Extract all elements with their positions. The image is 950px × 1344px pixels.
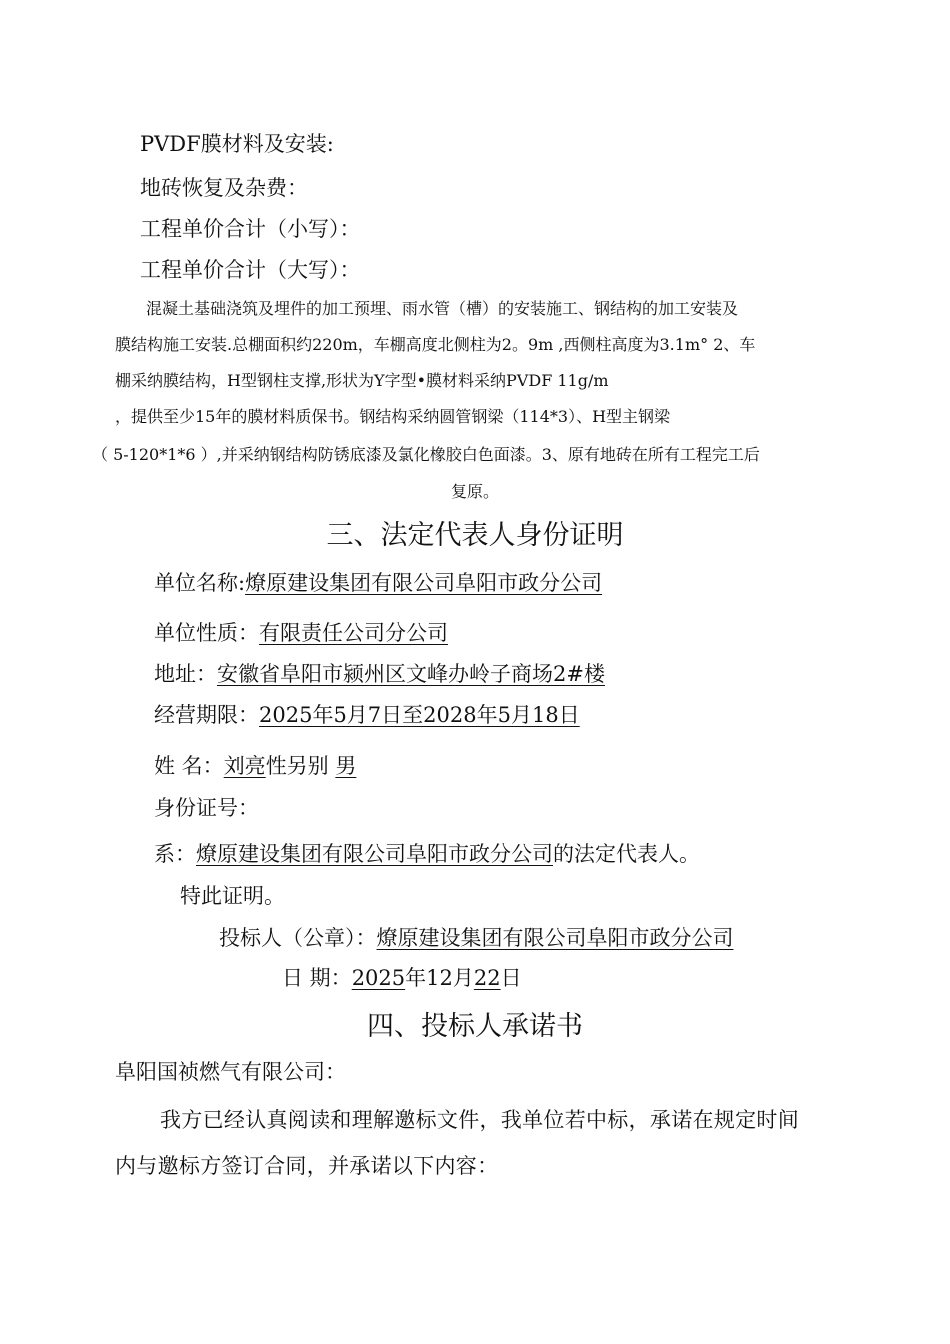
legal-rep-statement xyxy=(154,840,700,868)
date-month-unit: 月 xyxy=(452,966,474,990)
description-line: 膜结构施工安装.总棚面积约220m，车棚高度北侧柱为2。9m ,西侧柱高度为3.1m° 2、车 xyxy=(115,335,756,354)
certify-text: 特此证明。 xyxy=(180,884,285,908)
period-value: 2025年5月7日至2028年5月18日 xyxy=(259,703,580,727)
rep-prefix: 系： xyxy=(154,842,196,866)
gender-value: 男 xyxy=(335,754,357,778)
bidder-row xyxy=(219,924,734,952)
name-row xyxy=(154,752,356,780)
rep-company: 燎原建设集团有限公司阜阳市政分公司 xyxy=(196,842,553,866)
address-value: 安徽省阜阳市颍州区文峰办岭子商场2#楼 xyxy=(217,662,605,686)
commitment-paragraph-line: 内与邀标方签订合同，并承诺以下内容： xyxy=(115,1154,499,1178)
price-tiles: 地砖恢复及杂费： xyxy=(140,176,308,200)
date-row xyxy=(282,964,522,992)
description-line: ，提供至少15年的膜材料质保书。钢结构采纳圆管钢梁（114*3）、H型主钢梁 xyxy=(115,407,671,426)
period-row xyxy=(154,701,580,729)
description-line: （ 5-120*1*6 ）,并采纳钢结构防锈底漆及氯化橡胶白色面漆。3、原有地砖在所有工程完工后 xyxy=(92,445,760,464)
address-row xyxy=(154,660,605,688)
unit-name-label: 单位名称: xyxy=(154,571,246,595)
period-label: 经营期限： xyxy=(154,703,259,727)
addressee: 阜阳国祯燃气有限公司： xyxy=(115,1060,346,1084)
rep-suffix: 的法定代表人。 xyxy=(553,842,700,866)
date-label: 日 期： xyxy=(282,966,352,990)
date-year-unit: 年 xyxy=(405,966,427,990)
unit-type-label: 单位性质： xyxy=(154,621,259,645)
gender-label: 性另别 xyxy=(265,754,329,778)
description-line: 棚采纳膜结构，H型钢柱支撑,形状为Y字型•膜材料采纳PVDF 11g/m xyxy=(115,371,609,390)
date-month: 12 xyxy=(426,966,453,990)
section4-title: 四、投标人承诺书 xyxy=(367,1011,583,1042)
unit-name-value: 燎原建设集团有限公司阜阳市政分公司 xyxy=(245,571,603,595)
date-day-unit: 日 xyxy=(500,966,522,990)
date-day: 22 xyxy=(473,966,501,990)
section3-title: 三、法定代表人身份证明 xyxy=(326,520,624,551)
price-total-lower: 工程单价合计（小写）： xyxy=(140,217,361,241)
bidder-value: 燎原建设集团有限公司阜阳市政分公司 xyxy=(376,926,734,950)
unit-name-row xyxy=(154,569,602,597)
unit-type-row xyxy=(154,619,448,647)
description-line: 复原。 xyxy=(450,482,499,501)
commitment-paragraph-line: 我方已经认真阅读和理解邀标文件，我单位若中标，承诺在规定时间 xyxy=(160,1108,799,1132)
id-number-label: 身份证号： xyxy=(154,796,259,820)
address-label: 地址： xyxy=(154,662,217,686)
name-label: 姓 名： xyxy=(154,754,224,778)
name-value: 刘亮 xyxy=(223,754,266,778)
description-line: 混凝土基础浇筑及埋件的加工预埋、雨水管（槽）的安装施工、钢结构的加工安装及 xyxy=(146,299,739,318)
bidder-label: 投标人（公章）： xyxy=(219,926,377,950)
price-pvdf: PVDF膜材料及安装: xyxy=(140,132,334,156)
date-year: 2025 xyxy=(351,966,406,990)
unit-type-value: 有限责任公司分公司 xyxy=(259,621,448,645)
price-total-upper: 工程单价合计（大写）： xyxy=(140,258,361,282)
